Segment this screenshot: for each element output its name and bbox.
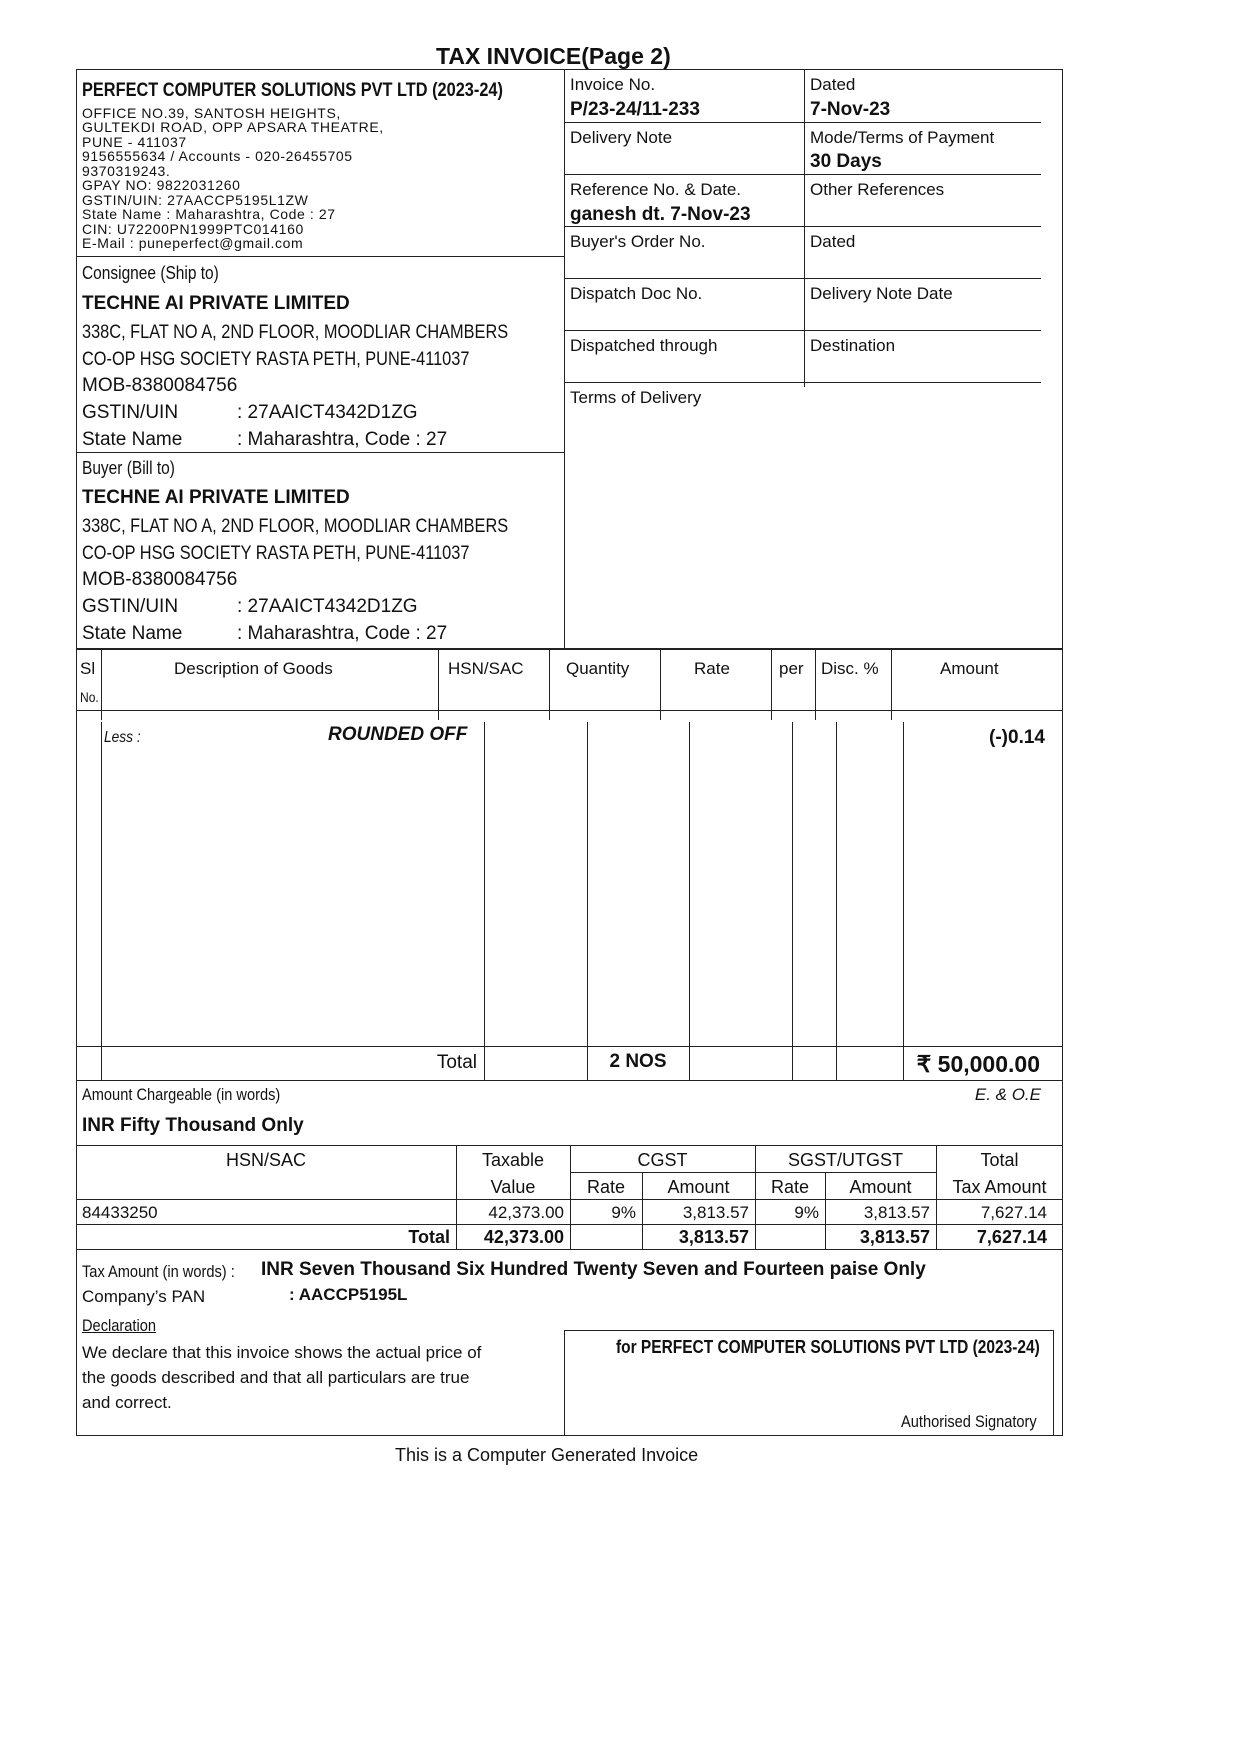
tax-row-sgst-amount: 3,813.57	[863, 1203, 930, 1222]
tax-col-total: Total	[980, 1150, 1019, 1170]
divider	[564, 226, 1041, 227]
less-label: Less :	[104, 729, 141, 746]
tax-col-tax-amount: Tax Amount	[952, 1177, 1047, 1197]
authorised-signatory-label: Authorised Signatory	[901, 1412, 1037, 1431]
amount-words-value: INR Fifty Thousand Only	[82, 1115, 304, 1136]
delivery-note-date-label: Delivery Note Date	[810, 284, 953, 303]
divider	[549, 648, 550, 720]
col-sl: Sl	[80, 659, 96, 678]
tax-col-cgst: CGST	[637, 1150, 688, 1170]
tax-col-hsn: HSN/SAC	[225, 1150, 306, 1170]
reference-value: ganesh dt. 7-Nov-23	[570, 204, 751, 225]
tax-row-total: 7,627.14	[980, 1203, 1047, 1222]
invoice-title: TAX INVOICE(Page 2)	[436, 43, 671, 69]
seller-line: E-Mail : puneperfect@gmail.com	[82, 235, 304, 251]
divider	[76, 648, 1063, 650]
tax-total-sgst: 3,813.57	[859, 1227, 930, 1247]
tax-words-label: Tax Amount (in words) :	[82, 1262, 235, 1281]
divider	[564, 278, 1041, 279]
seller-line: CIN: U72200PN1999PTC014160	[82, 221, 304, 237]
reference-label: Reference No. & Date.	[570, 180, 742, 199]
divider	[771, 648, 772, 720]
invoice-no-value: P/23-24/11-233	[570, 99, 700, 120]
tax-total-label: Total	[408, 1227, 450, 1247]
delivery-note-label: Delivery Note	[570, 128, 673, 147]
divider	[660, 648, 661, 720]
divider	[564, 330, 1041, 331]
consignee-address-line: 338C, FLAT NO A, 2ND FLOOR, MOODLIAR CHAMBERS	[82, 322, 509, 343]
tax-col-cgst-amount: Amount	[667, 1177, 730, 1197]
tax-col-value: Value	[490, 1177, 536, 1197]
buyer-heading: Buyer (Bill to)	[82, 458, 175, 478]
divider	[815, 648, 816, 720]
tax-col-cgst-rate: Rate	[586, 1177, 626, 1197]
destination-label: Destination	[810, 336, 896, 355]
seller-line: State Name : Maharashtra, Code : 27	[82, 206, 336, 222]
divider	[76, 1046, 1063, 1047]
consignee-address-line: CO-OP HSG SOCIETY RASTA PETH, PUNE-411037	[82, 349, 470, 370]
amount-words-label: Amount Chargeable (in words)	[82, 1085, 281, 1104]
tax-row-sgst-rate: 9%	[794, 1203, 819, 1222]
seller-line: PUNE - 411037	[82, 134, 187, 150]
divider	[76, 452, 564, 453]
tax-total-total: 7,627.14	[976, 1227, 1047, 1247]
tax-row-cgst-rate: 9%	[611, 1203, 636, 1222]
tax-words-value: INR Seven Thousand Six Hundred Twenty Seven and Fourteen paise Only	[261, 1259, 926, 1280]
terms-of-delivery-label: Terms of Delivery	[570, 388, 702, 407]
tax-col-taxable: Taxable	[481, 1150, 545, 1170]
tax-col-sgst-amount: Amount	[849, 1177, 912, 1197]
seller-line: OFFICE NO.39, SANTOSH HEIGHTS,	[82, 105, 341, 121]
col-per: per	[779, 659, 804, 678]
seller-line: 9156555634 / Accounts - 020-26455705	[82, 148, 353, 164]
col-disc: Disc. %	[821, 659, 879, 678]
consignee-heading: Consignee (Ship to)	[82, 263, 219, 283]
eoe-label: E. & O.E	[974, 1085, 1041, 1104]
seller-line: GULTEKDI ROAD, OPP APSARA THEATRE,	[82, 119, 384, 135]
consignee-mobile: MOB-8380084756	[82, 375, 238, 396]
dated-label: Dated	[810, 75, 856, 94]
seller-name: PERFECT COMPUTER SOLUTIONS PVT LTD (2023-24)	[82, 80, 503, 101]
divider	[570, 1172, 936, 1173]
dated-value: 7-Nov-23	[810, 99, 891, 120]
divider	[564, 174, 1041, 175]
buyer-gstin-value: : 27AAICT4342D1ZG	[237, 596, 418, 617]
dispatched-through-label: Dispatched through	[570, 336, 718, 355]
divider	[76, 710, 1063, 711]
consignee-gstin-value: : 27AAICT4342D1ZG	[237, 402, 418, 423]
order-dated-label: Dated	[810, 232, 856, 251]
seller-line: GSTIN/UIN: 27AACCP5195L1ZW	[82, 192, 309, 208]
buyer-mobile: MOB-8380084756	[82, 569, 238, 590]
divider	[564, 122, 1041, 123]
divider	[891, 648, 892, 720]
payment-mode-value: 30 Days	[810, 151, 882, 172]
declaration-line: We declare that this invoice shows the actual price of	[82, 1343, 482, 1362]
col-hsn: HSN/SAC	[448, 659, 524, 678]
col-description: Description of Goods	[174, 659, 333, 678]
divider	[564, 382, 1041, 383]
buyer-gstin-label: GSTIN/UIN	[82, 596, 179, 617]
total-label: Total	[436, 1052, 477, 1073]
declaration-line: the goods described and that all particulars are true	[82, 1368, 470, 1387]
buyer-address-line: CO-OP HSG SOCIETY RASTA PETH, PUNE-411037	[82, 543, 470, 564]
buyer-state-value: : Maharashtra, Code : 27	[237, 623, 448, 644]
tax-total-taxable: 42,373.00	[483, 1227, 564, 1247]
payment-mode-label: Mode/Terms of Payment	[810, 128, 995, 147]
divider	[903, 722, 904, 1080]
divider	[564, 69, 565, 649]
divider	[484, 722, 485, 1080]
buyer-address-line: 338C, FLAT NO A, 2ND FLOOR, MOODLIAR CHAMBERS	[82, 516, 509, 537]
buyer-state-label: State Name	[82, 623, 183, 644]
col-rate: Rate	[694, 659, 730, 678]
seller-line: GPAY NO: 9822031260	[82, 177, 241, 193]
divider	[101, 648, 102, 720]
divider	[76, 1249, 1063, 1250]
divider	[836, 722, 837, 1080]
tax-col-sgst: SGST/UTGST	[787, 1150, 903, 1170]
declaration-line: and correct.	[82, 1393, 172, 1412]
other-references-label: Other References	[810, 180, 945, 199]
tax-total-cgst: 3,813.57	[678, 1227, 749, 1247]
divider	[792, 722, 793, 1080]
col-quantity: Quantity	[566, 659, 630, 678]
divider	[76, 256, 564, 257]
buyers-order-label: Buyer's Order No.	[570, 232, 706, 251]
less-description: ROUNDED OFF	[328, 724, 468, 745]
col-no: No.	[80, 689, 99, 705]
total-amount: ₹ 50,000.00	[916, 1051, 1040, 1077]
divider	[101, 722, 102, 1080]
divider	[76, 1080, 1063, 1081]
divider	[587, 722, 588, 1080]
invoice-no-label: Invoice No.	[570, 75, 656, 94]
tax-col-sgst-rate: Rate	[770, 1177, 810, 1197]
pan-value: : AACCP5195L	[289, 1285, 408, 1304]
consignee-state-label: State Name	[82, 429, 183, 450]
divider	[438, 648, 439, 720]
dispatch-doc-label: Dispatch Doc No.	[570, 284, 703, 303]
tax-row-cgst-amount: 3,813.57	[682, 1203, 749, 1222]
pan-label: Company’s PAN	[82, 1287, 206, 1306]
declaration-heading: Declaration	[82, 1316, 156, 1335]
consignee-gstin-label: GSTIN/UIN	[82, 402, 179, 423]
signature-for-label: for PERFECT COMPUTER SOLUTIONS PVT LTD (2023-24)	[616, 1337, 1040, 1357]
divider	[689, 722, 690, 1080]
tax-row-taxable: 42,373.00	[488, 1203, 564, 1222]
less-amount: (-)0.14	[989, 727, 1045, 748]
buyer-name: TECHNE AI PRIVATE LIMITED	[82, 487, 350, 508]
footer-note: This is a Computer Generated Invoice	[395, 1445, 699, 1465]
col-amount: Amount	[940, 659, 999, 678]
consignee-name: TECHNE AI PRIVATE LIMITED	[82, 293, 350, 314]
divider	[804, 69, 805, 387]
tax-row-hsn: 84433250	[82, 1203, 158, 1222]
seller-line: 9370319243.	[82, 163, 171, 179]
total-quantity: 2 NOS	[609, 1051, 667, 1072]
consignee-state-value: : Maharashtra, Code : 27	[237, 429, 448, 450]
